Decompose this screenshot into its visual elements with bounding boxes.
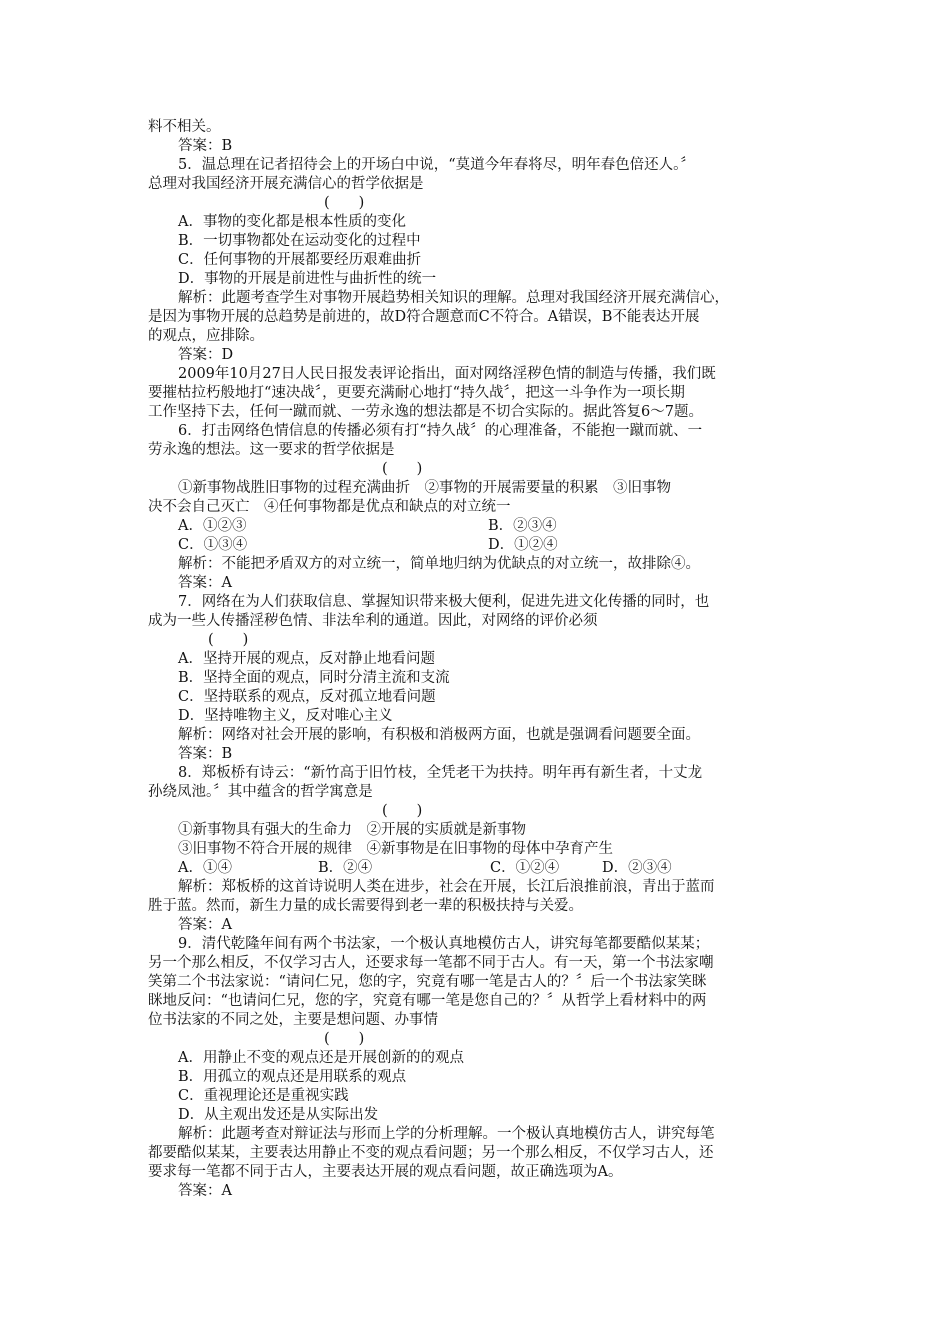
question-9-line: 笑第二个书法家说：“请问仁兄，您的字，究竟有哪一笔是古人的？〞后一个书法家笑眯 [148, 974, 707, 990]
option-c: C．①②④ [490, 860, 560, 876]
explanation-line: 是因为事物开展的总趋势是前进的，故D符合题意而C不符合。A错误，B不能表达开展 [148, 309, 700, 325]
question-6-line: 6．打击网络色情信息的传播必须有打“持久战〞的心理准备，不能抱一蹴而就、一 [178, 423, 703, 439]
question-5-line: 总理对我国经济开展充满信心的哲学依据是 [148, 176, 424, 192]
explanation-line: 解析：不能把矛盾双方的对立统一，简单地归纳为优缺点的对立统一，故排除④。 [178, 556, 700, 572]
option-d: D．事物的开展是前进性与曲折性的统一 [178, 271, 437, 287]
answer-line: 答案：A [178, 575, 232, 591]
explanation-line: 解析：此题考查学生对事物开展趋势相关知识的理解。总理对我国经济开展充满信心， [178, 290, 729, 306]
option-a: A．用静止不变的观点还是开展创新的的观点 [178, 1050, 464, 1066]
statement-line: ③旧事物不符合开展的规律 ④新事物是在旧事物的母体中孕育产生 [178, 841, 613, 857]
explanation-line: 的观点，应排除。 [148, 328, 264, 344]
text-line: 料不相关。 [148, 119, 221, 135]
document-body [148, 118, 808, 1201]
question-9-line: 眯地反问：“也请问仁兄，您的字，究竟有哪一笔是您自己的？〞从哲学上看材料中的两 [148, 993, 707, 1009]
answer-line: 答案：A [178, 917, 232, 933]
question-8-line: 孙绕凤池。〞其中蕴含的哲学寓意是 [148, 784, 373, 800]
question-7-line: 7．网络在为人们获取信息、掌握知识带来极大便利，促进先进文化传播的同时，也 [178, 594, 710, 610]
statement-line: ①新事物具有强大的生命力 ②开展的实质就是新事物 [178, 822, 526, 838]
option-d: D．②③④ [602, 860, 672, 876]
question-9-line: 另一个那么相反，不仅学习古人，还要求每一笔都不同于古人。有一天，第一个书法家嘲 [148, 955, 714, 971]
option-b: B．用孤立的观点还是用联系的观点 [178, 1069, 407, 1085]
question-9-line: 9．清代乾隆年间有两个书法家，一个极认真地模仿古人，讲究每笔都要酷似某某； [178, 936, 710, 952]
option-b: B．一切事物都处在运动变化的过程中 [178, 233, 421, 249]
option-c: C．坚持联系的观点，反对孤立地看问题 [178, 689, 436, 705]
question-9-line: 位书法家的不同之处，主要是想问题、办事情 [148, 1012, 438, 1028]
question-7-line: 成为一些人传播淫秽色情、非法牟利的通道。因此，对网络的评价必须 [148, 613, 598, 629]
question-5-line: 5．温总理在记者招待会上的开场白中说，“莫道今年春将尽，明年春色倍还人。〞 [178, 157, 695, 173]
option-b: B．②④ [318, 860, 373, 876]
answer-blank: ( ) [324, 1031, 365, 1047]
answer-blank: ( ) [382, 803, 423, 819]
answer-blank: ( ) [208, 632, 249, 648]
question-8-line: 8．郑板桥有诗云：“新竹高于旧竹枝，全凭老干为扶持。明年再有新生者，十丈龙 [178, 765, 703, 781]
option-a: A．坚持开展的观点，反对静止地看问题 [178, 651, 435, 667]
option-a: A．事物的变化都是根本性质的变化 [178, 214, 406, 230]
statement-line: 决不会自己灭亡 ④任何事物都是优点和缺点的对立统一 [148, 499, 511, 515]
option-d: D．坚持唯物主义，反对唯心主义 [178, 708, 393, 724]
material-line: 2009年10月27日人民日报发表评论指出，面对网络淫秽色情的制造与传播，我们既 [178, 366, 716, 382]
option-a: A．①②③ [178, 518, 247, 534]
option-b: B．坚持全面的观点，同时分清主流和支流 [178, 670, 450, 686]
option-c: C．重视理论还是重视实践 [178, 1088, 349, 1104]
material-line: 工作坚持下去，任何一蹴而就、一劳永逸的想法都是不切合实际的。据此答复6～7题。 [148, 404, 703, 420]
explanation-line: 都要酷似某某，主要表达用静止不变的观点看问题；另一个那么相反，不仅学习古人，还 [148, 1145, 714, 1161]
explanation-line: 解析：网络对社会开展的影响，有积极和消极两方面，也就是强调看问题要全面。 [178, 727, 700, 743]
explanation-line: 胜于蓝。然而，新生力量的成长需要得到老一辈的积极扶持与关爱。 [148, 898, 583, 914]
answer-blank: ( ) [324, 195, 365, 211]
material-line: 要摧枯拉朽般地打“速决战〞，更要充满耐心地打“持久战〞，把这一斗争作为一项长期 [148, 385, 685, 401]
explanation-line: 要求每一笔都不同于古人，主要表达开展的观点看问题，故正确选项为A。 [148, 1164, 623, 1180]
option-d: D．从主观出发还是从实际出发 [178, 1107, 379, 1123]
option-row [148, 517, 808, 536]
answer-blank: ( ) [382, 461, 423, 477]
answer-line: 答案：B [178, 138, 233, 154]
answer-line: 答案：D [178, 347, 234, 363]
option-c: C．任何事物的开展都要经历艰难曲折 [178, 252, 422, 268]
question-6-line: 劳永逸的想法。这一要求的哲学依据是 [148, 442, 395, 458]
explanation-line: 解析：此题考查对辩证法与形而上学的分析理解。一个极认真地模仿古人，讲究每笔 [178, 1126, 715, 1142]
option-row [148, 859, 808, 878]
option-b: B．②③④ [488, 518, 557, 534]
option-c: C．①③④ [178, 537, 248, 553]
option-a: A．①④ [178, 860, 232, 876]
answer-line: 答案：B [178, 746, 233, 762]
option-row [148, 536, 808, 555]
statement-line: ①新事物战胜旧事物的过程充满曲折 ②事物的开展需要量的积累 ③旧事物 [178, 480, 671, 496]
option-d: D．①②④ [488, 537, 558, 553]
answer-line: 答案：A [178, 1183, 232, 1199]
explanation-line: 解析：郑板桥的这首诗说明人类在进步，社会在开展，长江后浪推前浪，青出于蓝而 [178, 879, 715, 895]
